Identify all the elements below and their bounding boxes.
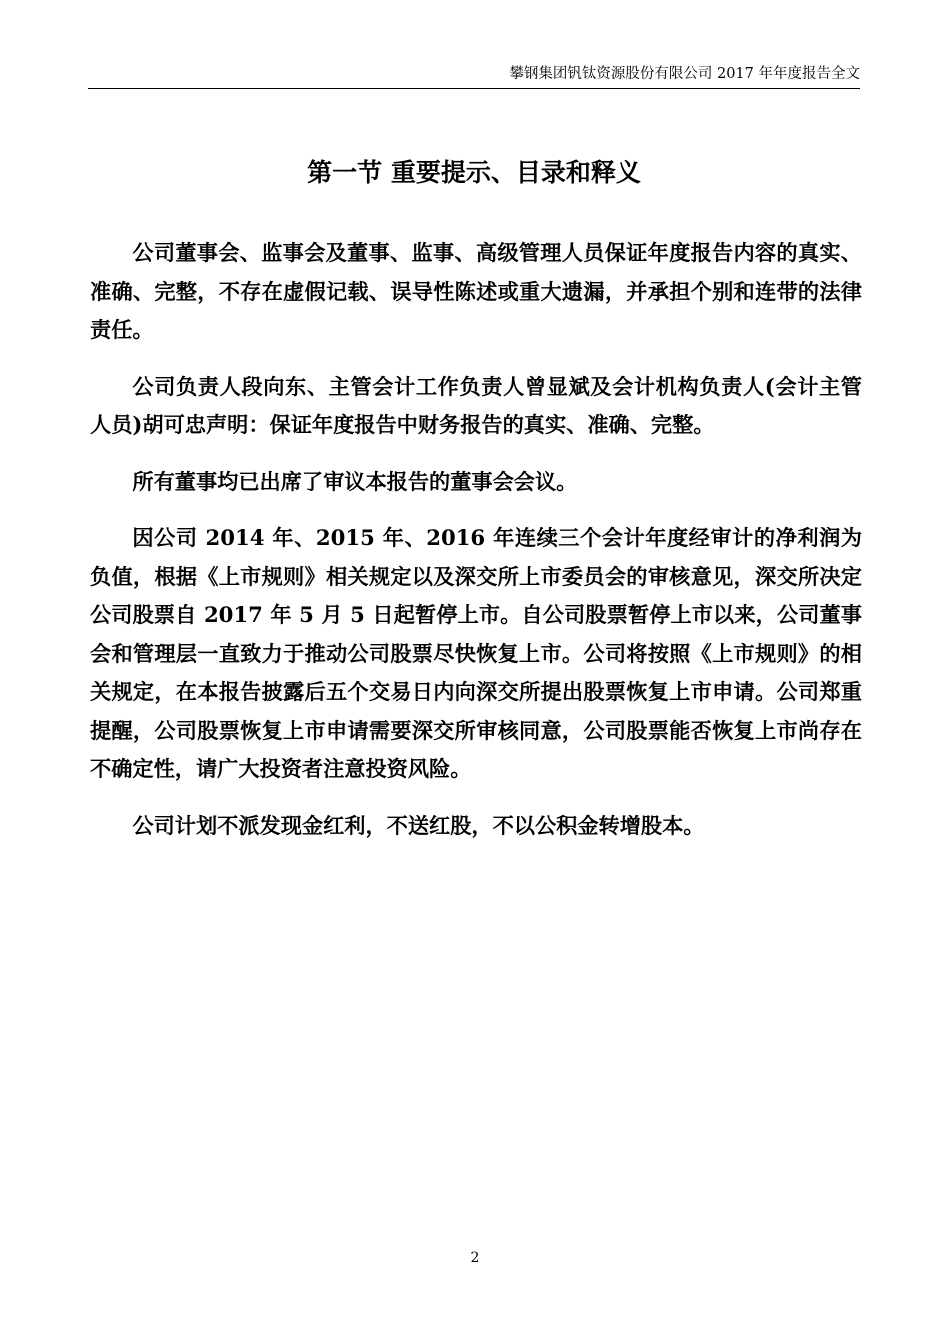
paragraph-dividend-plan: 公司计划不派发现金红利，不送红股，不以公积金转增股本。	[132, 812, 705, 838]
paragraph-board-guarantee: 公司董事会、监事会及董事、监事、高级管理人员保证年度报告内容的真实、准确、完整，不存在虚假记载、误导性陈述或重大遗漏，并承担个别和连带的法律责任。	[90, 240, 862, 342]
header-divider	[88, 88, 860, 89]
paragraph-director-attendance: 所有董事均已出席了审议本报告的董事会会议。	[132, 468, 578, 494]
paragraph-suspension-notice: 因公司 2014 年、2015 年、2016 年连续三个会计年度经审计的净利润为负值，根据《上市规则》相关规定以及深交所上市委员会的审核意见，深交所决定公司股票自 2017 年 5 月 5 日起暂停上市。自公司股票暂停上市以来，公司董事会和管理层一直致力于推动公司股票尽快恢复上市。公司将按照《上市规则》的相关规定，在本报告披露后五个交易日内向深交所提出股票恢复上市申请。公司郑重提醒，公司股票恢复上市申请需要深交所审核同意，公司股票能否恢复上市尚存在不确定性，请广大投资者注意投资风险。	[90, 525, 862, 781]
paragraph-executive-statement: 公司负责人段向东、主管会计工作负责人曾显斌及会计机构负责人(会计主管人员)胡可忠声明：保证年度报告中财务报告的真实、准确、完整。	[90, 373, 862, 437]
page-number: 2	[470, 1250, 480, 1266]
section-title: 第一节 重要提示、目录和释义	[307, 158, 641, 187]
running-header: 攀钢集团钒钛资源股份有限公司 2017 年年度报告全文	[509, 66, 860, 82]
document-body	[90, 234, 862, 863]
